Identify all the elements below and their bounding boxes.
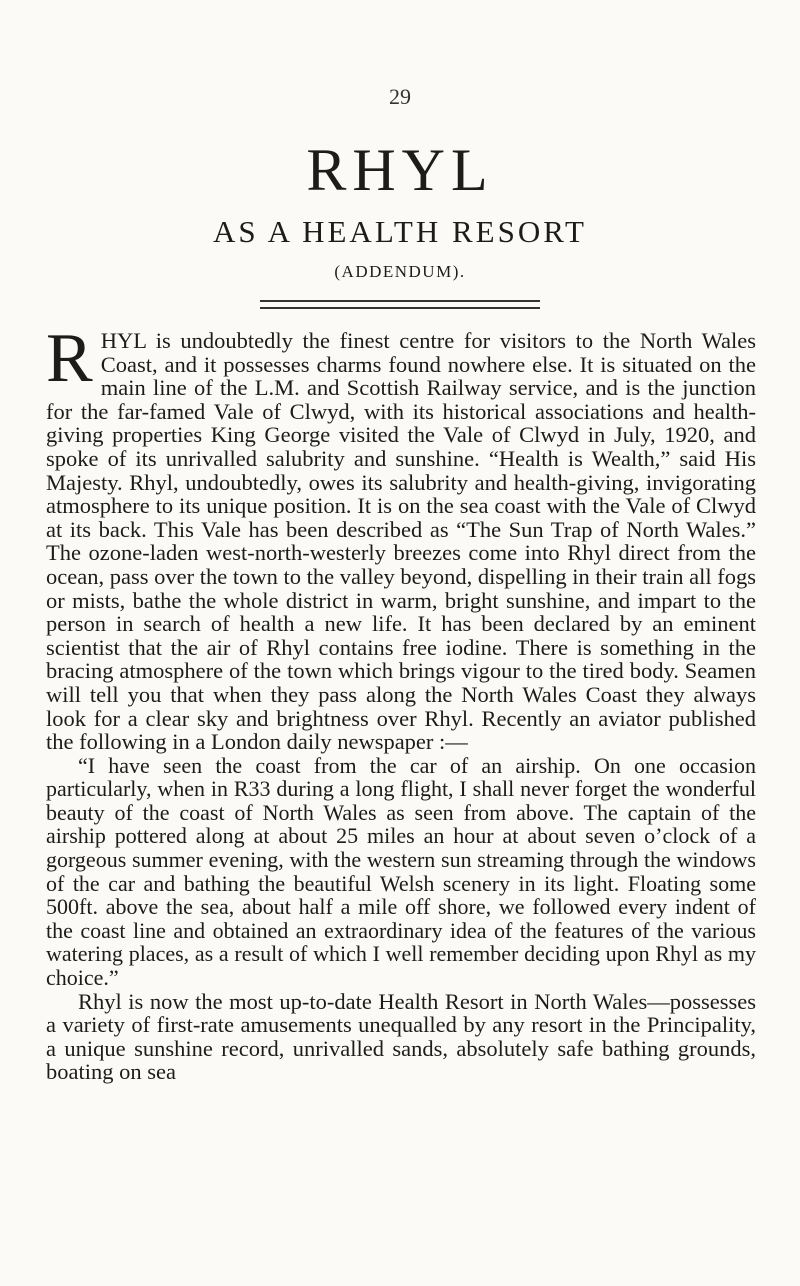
paragraph-closing: Rhyl is now the most up-to-date Health Resort in North Wales—possesses a variety of first-rate amusements unequalled by any resort in the Principality, a unique sunshine record, unrivalled sands, absolutely safe bathing grounds, boating on sea [46, 988, 756, 1085]
drop-cap: R [46, 320, 93, 397]
divider-rule-bottom [260, 307, 540, 309]
paragraph-intro [46, 320, 756, 755]
addendum-label: (ADDENDUM). [334, 262, 466, 281]
paragraph-intro-text: HYL is undoubtedly the finest centre for visitors to the North Wales Coast, and it possesses charms found nowhere else. It is situated on the main line of the L.M. and Scottish Railway service, and is the junction for the far-famed Vale of Clwyd, with its historical associations and health-giving properties King George visited the Vale of Clwyd in July, 1920, and spoke of its unrivalled salubrity and sunshine. “Health is Wealth,” said His Majesty. Rhyl, undoubtedly, owes its salubrity and health-giving, invigorating atmosphere to its unique position. It is on the sea coast with the Vale of Clwyd at its back. This Vale has been described as “The Sun Trap of North Wales.” The ozone-laden west-north-westerly breezes come into Rhyl direct from the ocean, pass over the town to the valley beyond, dispelling in their train all fogs or mists, bathe the whole district in warm, bright sunshine, and impart to the person in search of health a new life. It has been declared by an eminent scientist that the air of Rhyl contains free iodine. There is something in the bracing atmosphere of the town which brings vigour to the tired body. Seamen will tell you that when they pass along the North Wales Coast they always look for a clear sky and brightness over Rhyl. Recently an aviator published the following in a London daily newspaper :— [46, 328, 756, 755]
divider-rule-top [260, 300, 540, 302]
airship-quote: “I have seen the coast from the car of an airship. On one occasion particularly, when in R33 during a long flight, I shall never forget the wonderful beauty of the coast of North Wales as seen from above. The captain of the airship pottered along at about 25 miles an hour at about seven o’clock of a gorgeous summer evening, with the western sun streaming through the windows of the car and bathing the beautiful Welsh scenery in its light. Floating some 500ft. above the sea, about half a mile off shore, we followed every indent of the coast line and obtained an extraordinary idea of the features of the various watering places, as a result of which I well remember deciding upon Rhyl as my choice.” [46, 752, 756, 991]
article-body [46, 320, 756, 1085]
page-subtitle: AS A HEALTH RESORT [213, 214, 587, 249]
page-number: 29 [389, 84, 411, 109]
page-title: RHYL [306, 137, 494, 203]
